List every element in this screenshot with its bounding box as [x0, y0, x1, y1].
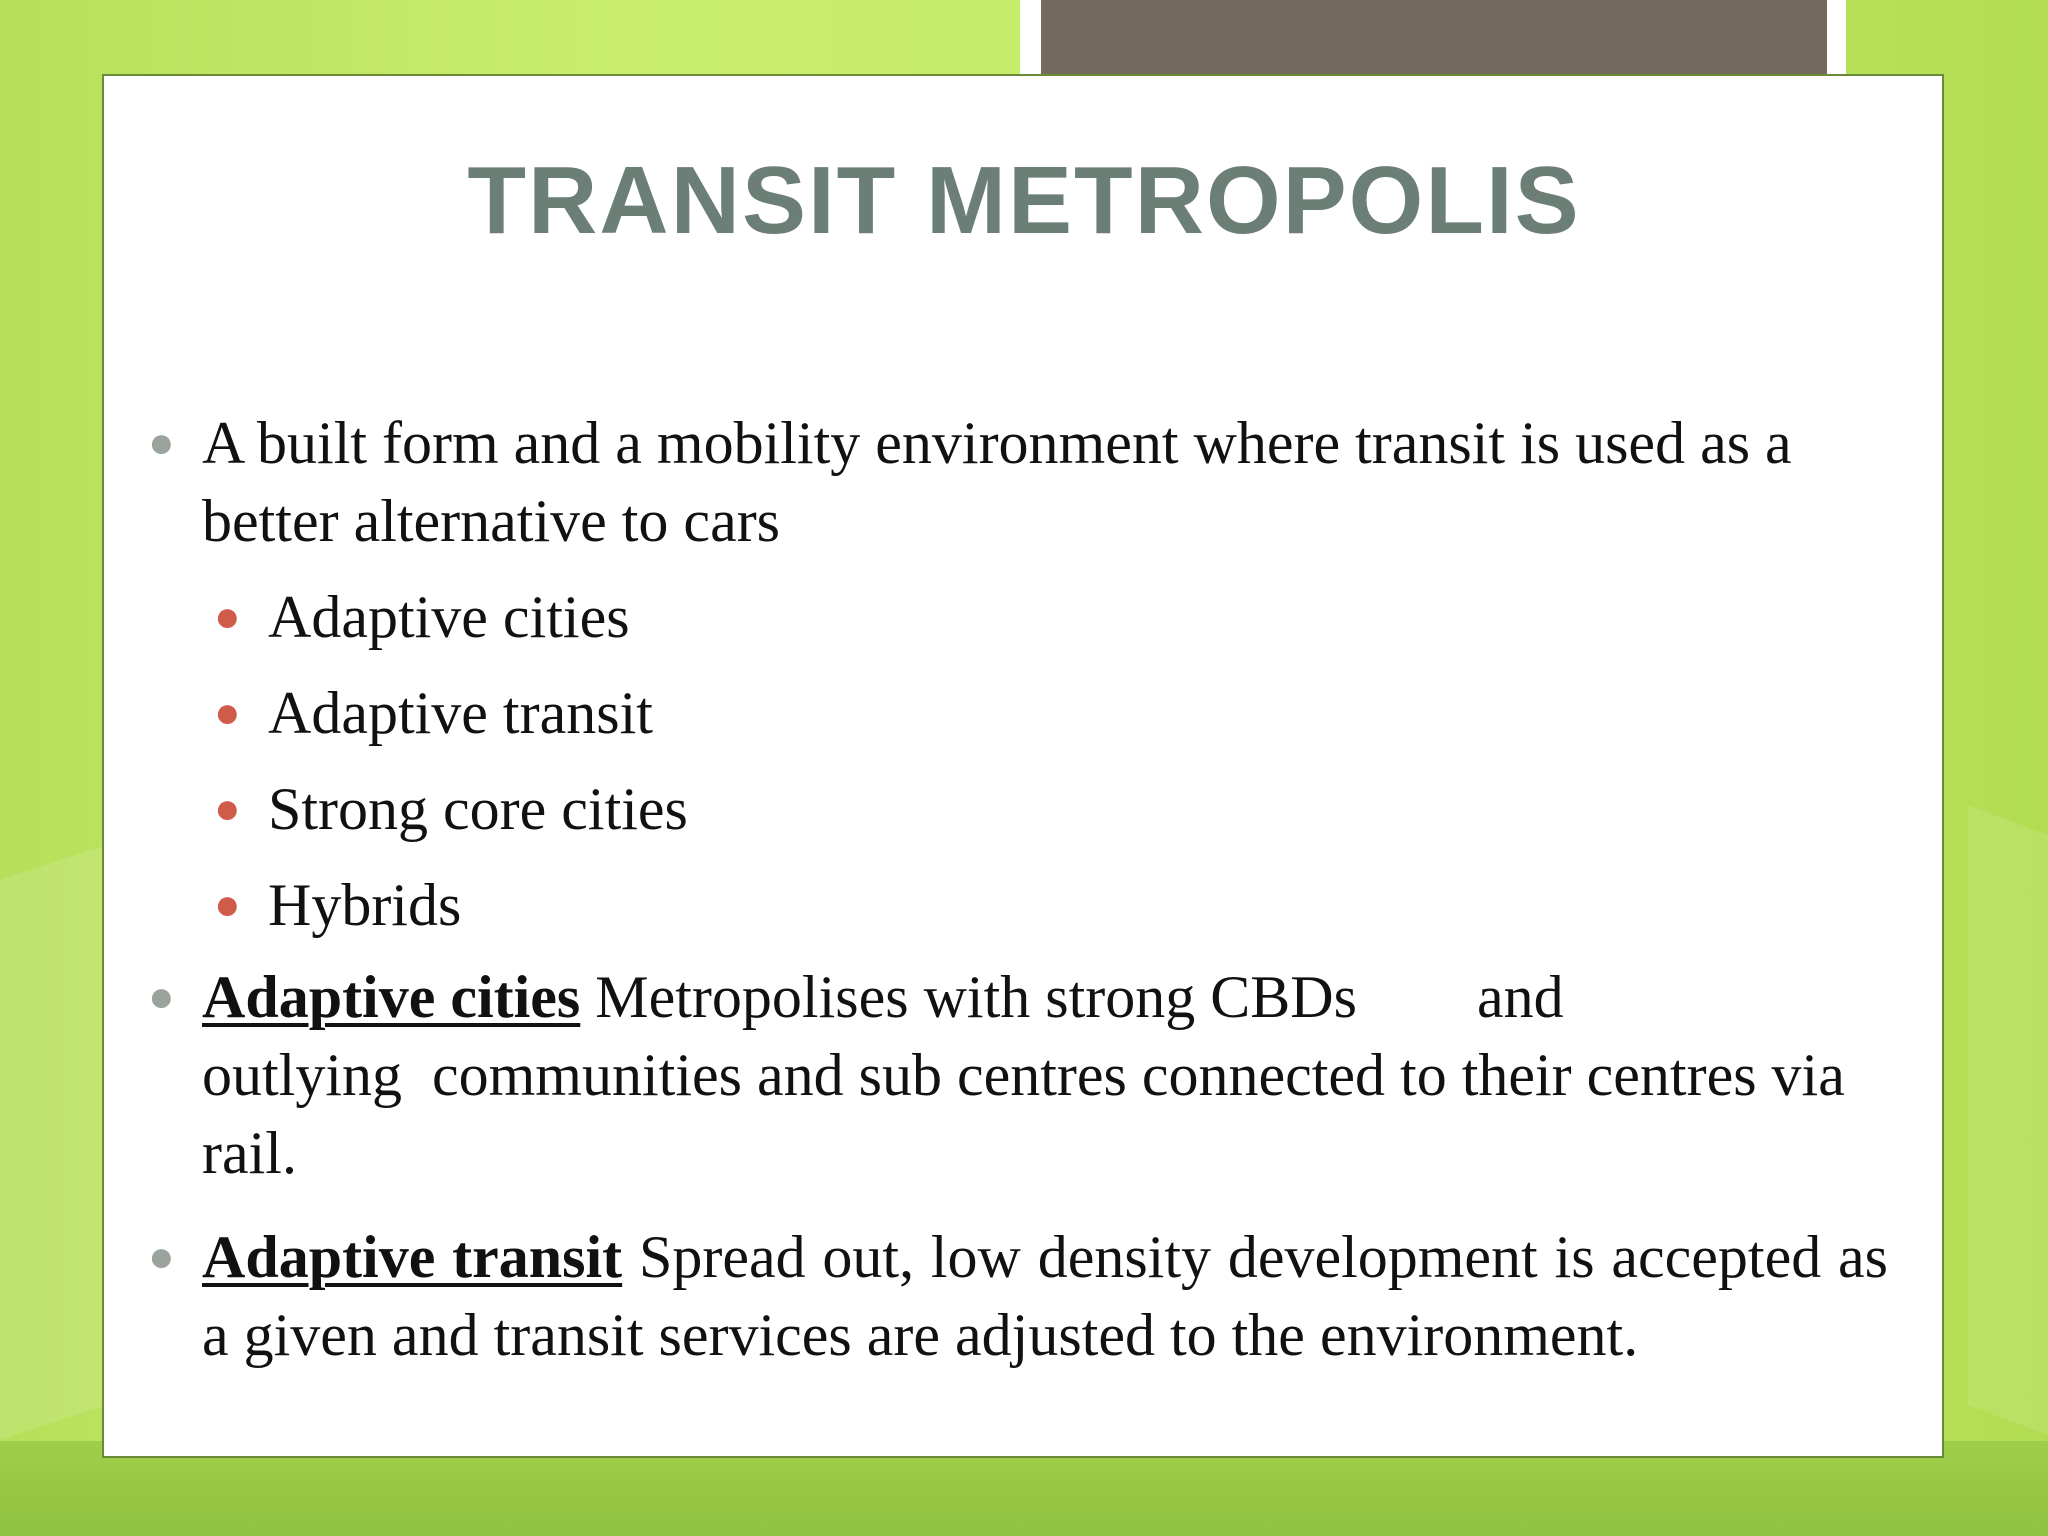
slide-title: TRANSIT METROPOLIS: [467, 147, 1581, 254]
bullet-dot-icon: ●: [148, 1232, 175, 1281]
header-tab: [1041, 0, 1827, 84]
bullet-dot-icon: ●: [148, 418, 175, 467]
background-decoration-right: [1968, 805, 2048, 1434]
bullet-text: Spread out, low density development is accepted as a given and transit services are adjusted to the environment.: [202, 1224, 1888, 1368]
bullet-text: A built form and a mobility environment where transit is used as a better alternative to cars: [202, 410, 1792, 554]
bullet-item-adaptive-transit: [148, 1218, 1888, 1374]
bullet-text: Metropolises with strong CBDs and: [580, 964, 1564, 1030]
sub-bullet-item: [148, 866, 1888, 944]
sub-bullet-dot-icon: ●: [214, 880, 241, 929]
sub-bullet-text: Adaptive cities: [268, 584, 630, 650]
bullet-dot-icon: ●: [148, 972, 175, 1021]
bullet-item-adaptive-cities: [148, 958, 1888, 1192]
bullet-term: Adaptive cities: [202, 964, 581, 1030]
sub-bullet-dot-icon: ●: [214, 784, 241, 833]
sub-bullet-text: Hybrids: [268, 872, 462, 938]
bullet-term: Adaptive transit: [202, 1224, 623, 1290]
sub-bullet-text: Strong core cities: [268, 776, 688, 842]
sub-bullet-item: [148, 770, 1888, 848]
sub-bullet-text: Adaptive transit: [268, 680, 653, 746]
slide-content: [148, 404, 1888, 1374]
sub-bullet-dot-icon: ●: [214, 688, 241, 737]
bullet-text-continued: outlying communities and sub centres connected to their centres via rail.: [202, 1042, 1860, 1186]
bullet-item-transit-metropolis: [148, 404, 1888, 560]
sub-bullet-item: [148, 674, 1888, 752]
sub-bullet-item: [148, 578, 1888, 656]
sub-bullet-dot-icon: ●: [214, 592, 241, 641]
